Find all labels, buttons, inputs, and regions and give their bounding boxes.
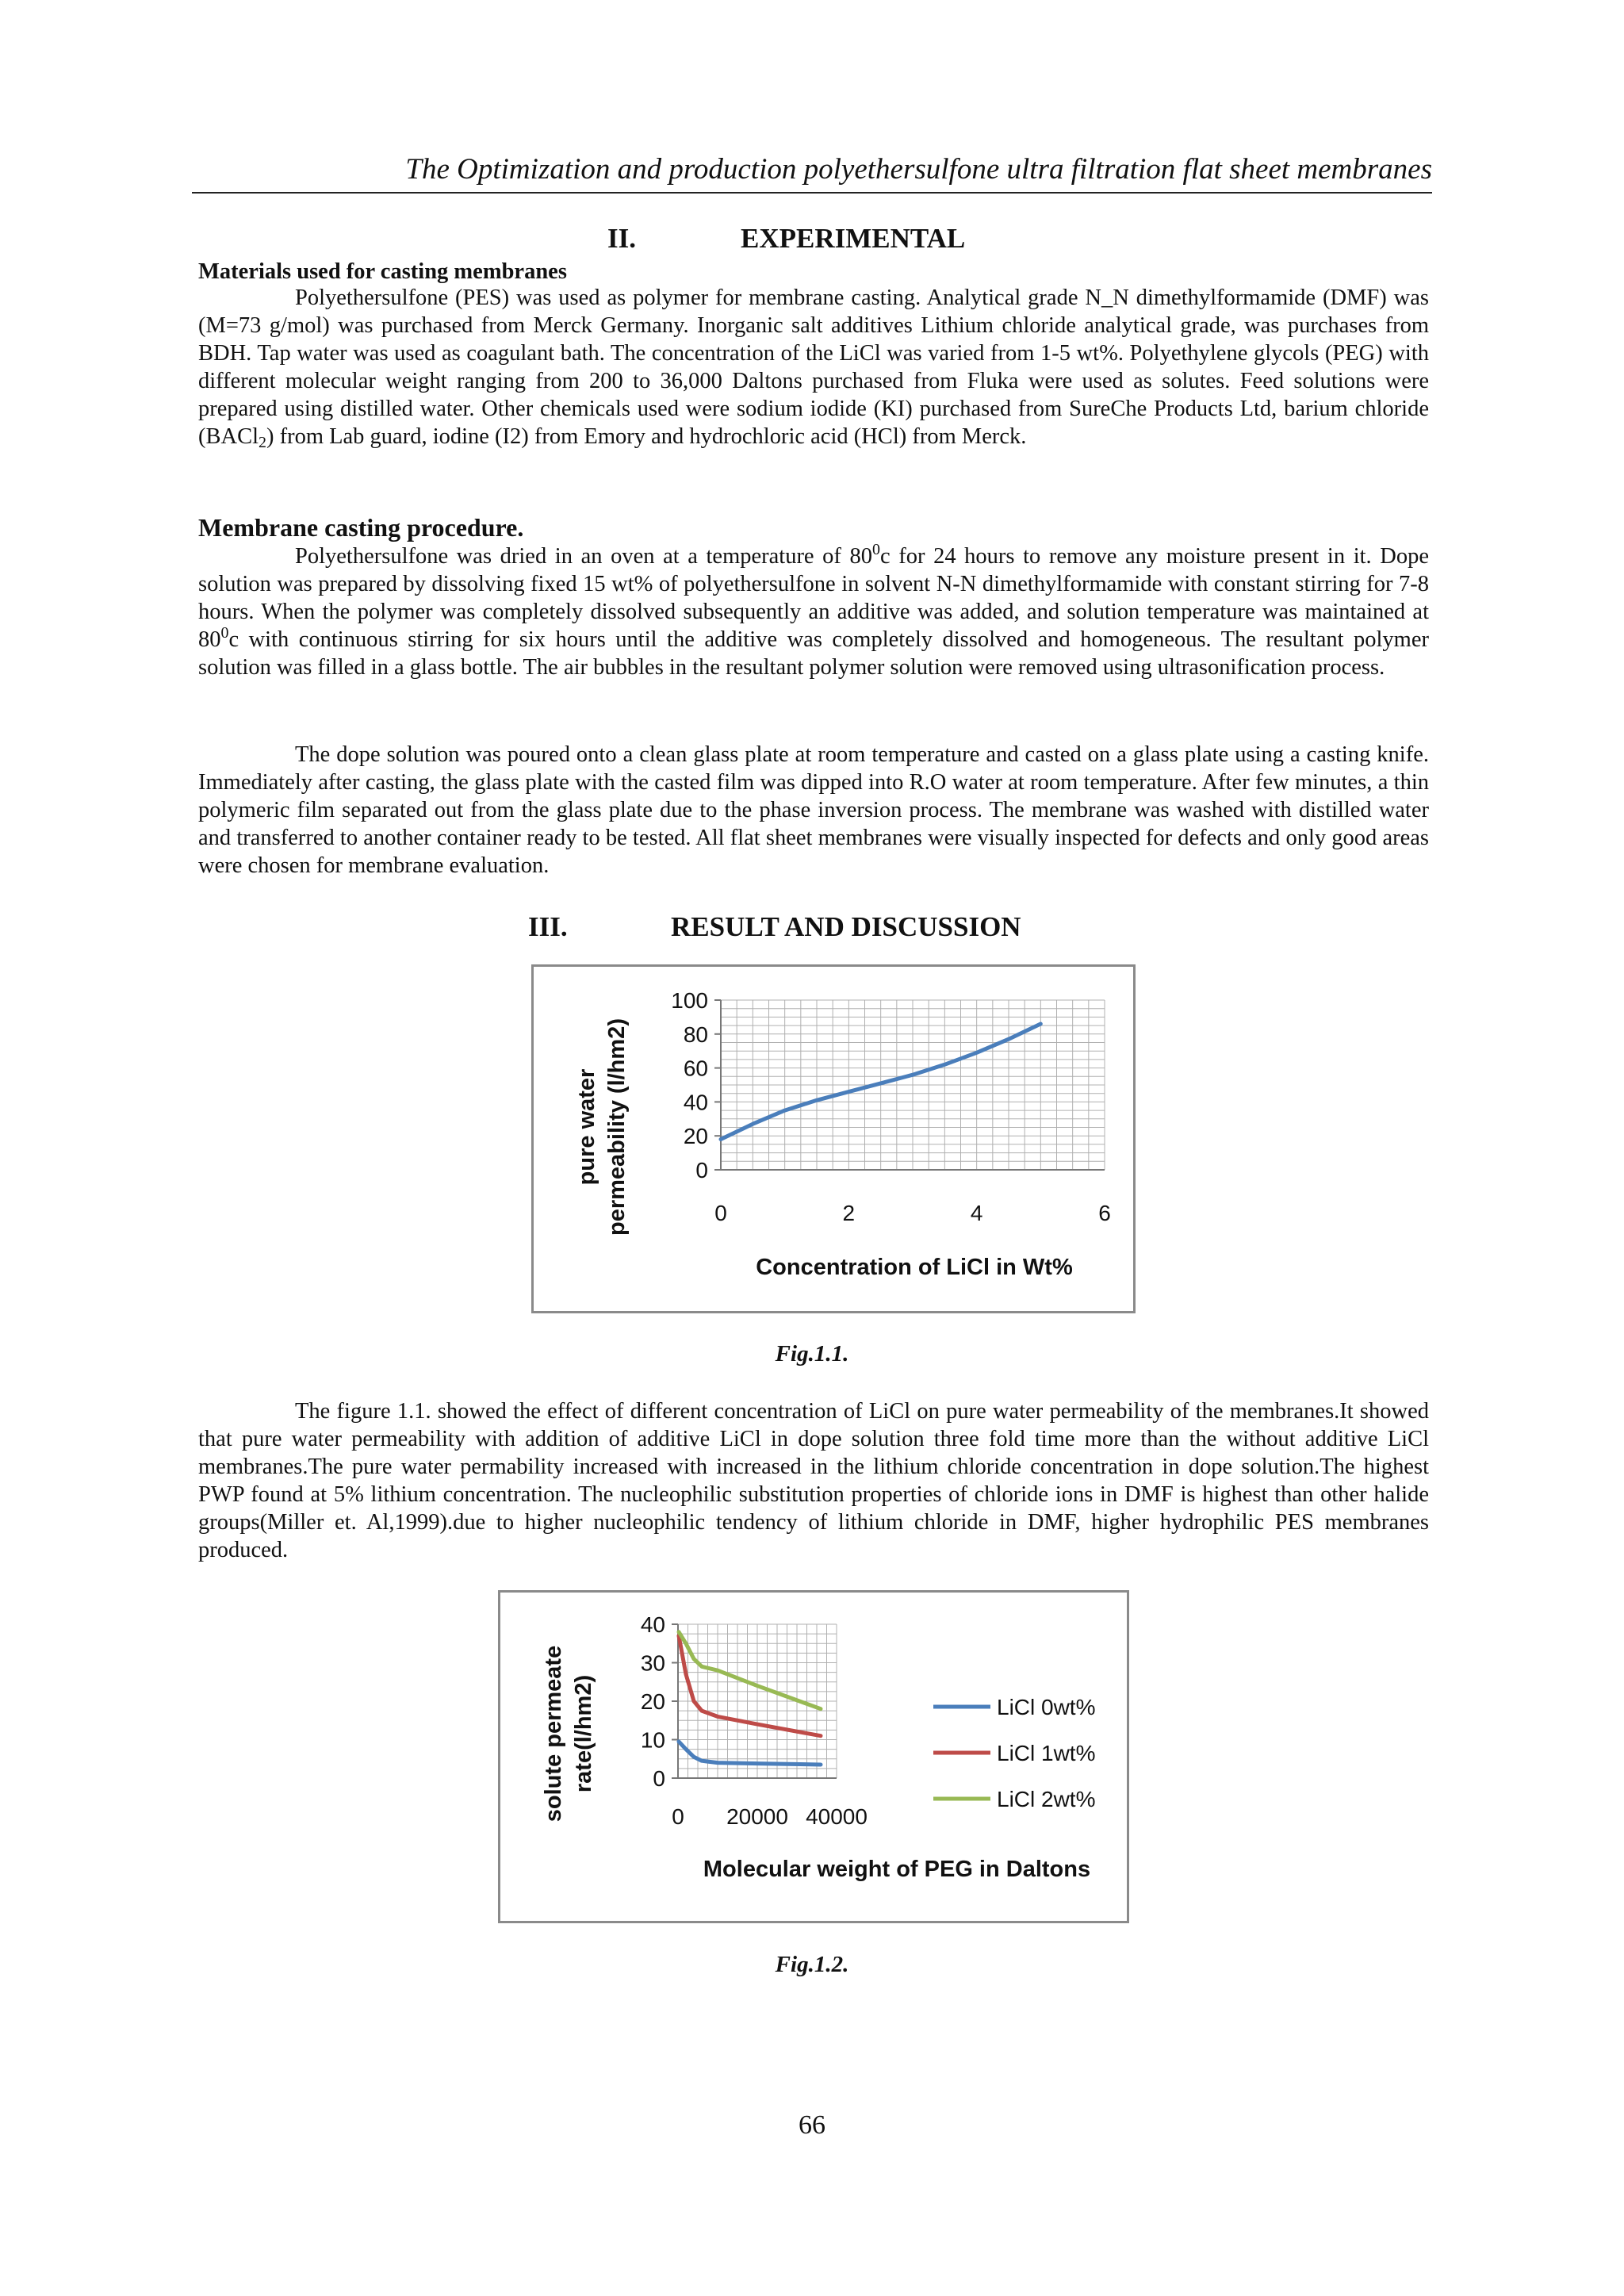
fig2-x-axis-title: Molecular weight of PEG in Daltons <box>703 1857 1091 1882</box>
fig1-y-tick-label: 60 <box>683 1056 708 1081</box>
section-title-results: RESULT AND DISCUSSION <box>671 911 1021 942</box>
fig1-y-tick-label: 20 <box>683 1124 708 1149</box>
figure-1-2-svg <box>500 1593 1127 1921</box>
section-number-2: II. <box>607 223 636 254</box>
discussion-text: The figure 1.1. showed the effect of different concentration of LiCl on pure water permeability of the membranes.It showed that pure water permeability with addition of additive LiCl in dope solution three fold time more than the without additive LiCl membranes.The pure water permability increased with increased in the lithium chloride concentration in dope solution.The highest PWP found at 5% lithium concentration. The nucleophilic substitution properties of chloride ions in DMF is highest than other halide groups(Miller et. Al,1999).due to higher nucleophilic tendency of lithium chloride in DMF, higher hydrophilic PES membranes produced. <box>198 1399 1429 1562</box>
fig1-y-tick-label: 100 <box>671 988 708 1013</box>
casting-heading: Membrane casting procedure. <box>198 513 524 542</box>
casting-p1-part-a: Polyethersulfone was dried in an oven at a temperature of 80 <box>295 544 873 569</box>
fig2-series-line-2 <box>679 1636 821 1736</box>
casting-p1-part-c: c with continuous stirring for six hours until the additive was completely dissolved and homogeneous. The resultant polymer solution was filled in a glass bottle. The air bubbles in the resultant polymer solution were removed using ultrasonification process. <box>198 627 1429 680</box>
fig2-y-tick-label: 0 <box>653 1766 665 1791</box>
fig2-x-tick-label: 40000 <box>806 1804 868 1829</box>
materials-heading: Materials used for casting membranes <box>198 259 567 284</box>
figure-1-2-chart <box>498 1590 1129 1923</box>
fig1-x-tick-label: 4 <box>970 1201 983 1225</box>
fig2-y-tick-label: 40 <box>640 1612 665 1637</box>
materials-text-tail: ) from Lab guard, iodine (I2) from Emory and hydrochloric acid (HCl) from Merck. <box>266 424 1027 449</box>
fig2-y-tick-label: 20 <box>640 1689 665 1714</box>
materials-paragraph <box>198 284 1429 450</box>
fig1-x-tick-label: 6 <box>1098 1201 1111 1225</box>
degree-superscript-2: 0 <box>220 624 229 642</box>
section-number-3: III. <box>528 911 568 942</box>
casting-paragraph-2 <box>198 741 1429 880</box>
figure-1-1-svg <box>534 967 1133 1311</box>
fig2-legend-label-1: LiCl 0wt% <box>997 1695 1096 1719</box>
casting-paragraph-1 <box>198 542 1429 681</box>
fig2-y-axis-title-line-1: solute permeate <box>541 1645 566 1823</box>
fig1-y-tick-label: 80 <box>683 1022 708 1047</box>
section-title-experimental: EXPERIMENTAL <box>741 223 966 254</box>
running-head: The Optimization and production polyethersulfone ultra filtration flat sheet membranes <box>405 153 1432 186</box>
fig2-y-tick-label: 10 <box>640 1727 665 1753</box>
fig2-legend-label-2: LiCl 1wt% <box>997 1741 1096 1765</box>
figure-1-1-chart <box>531 964 1136 1313</box>
page-number: 66 <box>799 2110 825 2140</box>
fig1-x-tick-label: 0 <box>714 1201 727 1225</box>
fig1-y-axis-title-line-2: permeability (l/hm2) <box>604 1018 630 1236</box>
figure-1-1-caption: Fig.1.1. <box>775 1341 849 1366</box>
fig1-y-axis-title-line-1: pure water <box>574 1068 599 1186</box>
casting-p2-text: The dope solution was poured onto a clean glass plate at room temperature and casted on a glass plate using a casting knife. Immediately after casting, the glass plate with the casted film was dipped into R.O water at room temperature. After few minutes, a thin polymeric film separated out from the glass plate due to the phase inversion process. The membrane was washed with distilled water and transferred to another container ready to be tested. All flat sheet membranes were visually inspected for defects and only good areas were chosen for membrane evaluation. <box>198 742 1429 878</box>
fig2-x-tick-label: 20000 <box>726 1804 788 1829</box>
fig1-x-tick-label: 2 <box>842 1201 856 1225</box>
fig1-y-tick-label: 0 <box>695 1158 708 1182</box>
degree-superscript-1: 0 <box>872 541 880 559</box>
fig2-legend-label-3: LiCl 2wt% <box>997 1787 1096 1811</box>
fig2-y-axis-title-line-2: rate(l/hm2) <box>571 1674 596 1793</box>
fig2-series-line-1 <box>679 1742 821 1765</box>
figure-1-2-caption: Fig.1.2. <box>775 1952 849 1977</box>
discussion-paragraph <box>198 1397 1429 1564</box>
materials-text: Polyethersulfone (PES) was used as polymer for membrane casting. Analytical grade N_N dimethylformamide (DMF) was (M=73 g/mol) was purchased from Merck Germany. Inorganic salt additives Lithium chloride analytical grade, was purchases from BDH. Tap water was used as coagulant bath. The concentration of the LiCl was varied from 1-5 wt%. Polyethylene glycols (PEG) with different molecular weight ranging from 200 to 36,000 Daltons purchased from Fluka were used as solutes. Feed solutions were prepared using distilled water. Other chemicals used were sodium iodide (KI) purchased from SureChe Products Ltd, barium chloride (BACl <box>198 286 1429 449</box>
fig1-x-axis-title: Concentration of LiCl in Wt% <box>756 1255 1073 1280</box>
fig1-y-tick-label: 40 <box>683 1090 708 1115</box>
fig2-y-tick-label: 30 <box>640 1650 665 1676</box>
fig2-x-tick-label: 0 <box>672 1804 684 1829</box>
casting-p1-part-b: c for 24 hours to remove any moisture present in it. Dope solution was prepared by dissolving fixed 15 wt% of polyethersulfone in solvent N-N dimethylformamide with constant stirring for 7-8 hours. When the polymer was completely dissolved subsequently an additive was added, and solution temperature was maintained at 80 <box>198 544 1429 652</box>
materials-subscript: 2 <box>259 433 266 451</box>
header-rule <box>192 192 1432 194</box>
